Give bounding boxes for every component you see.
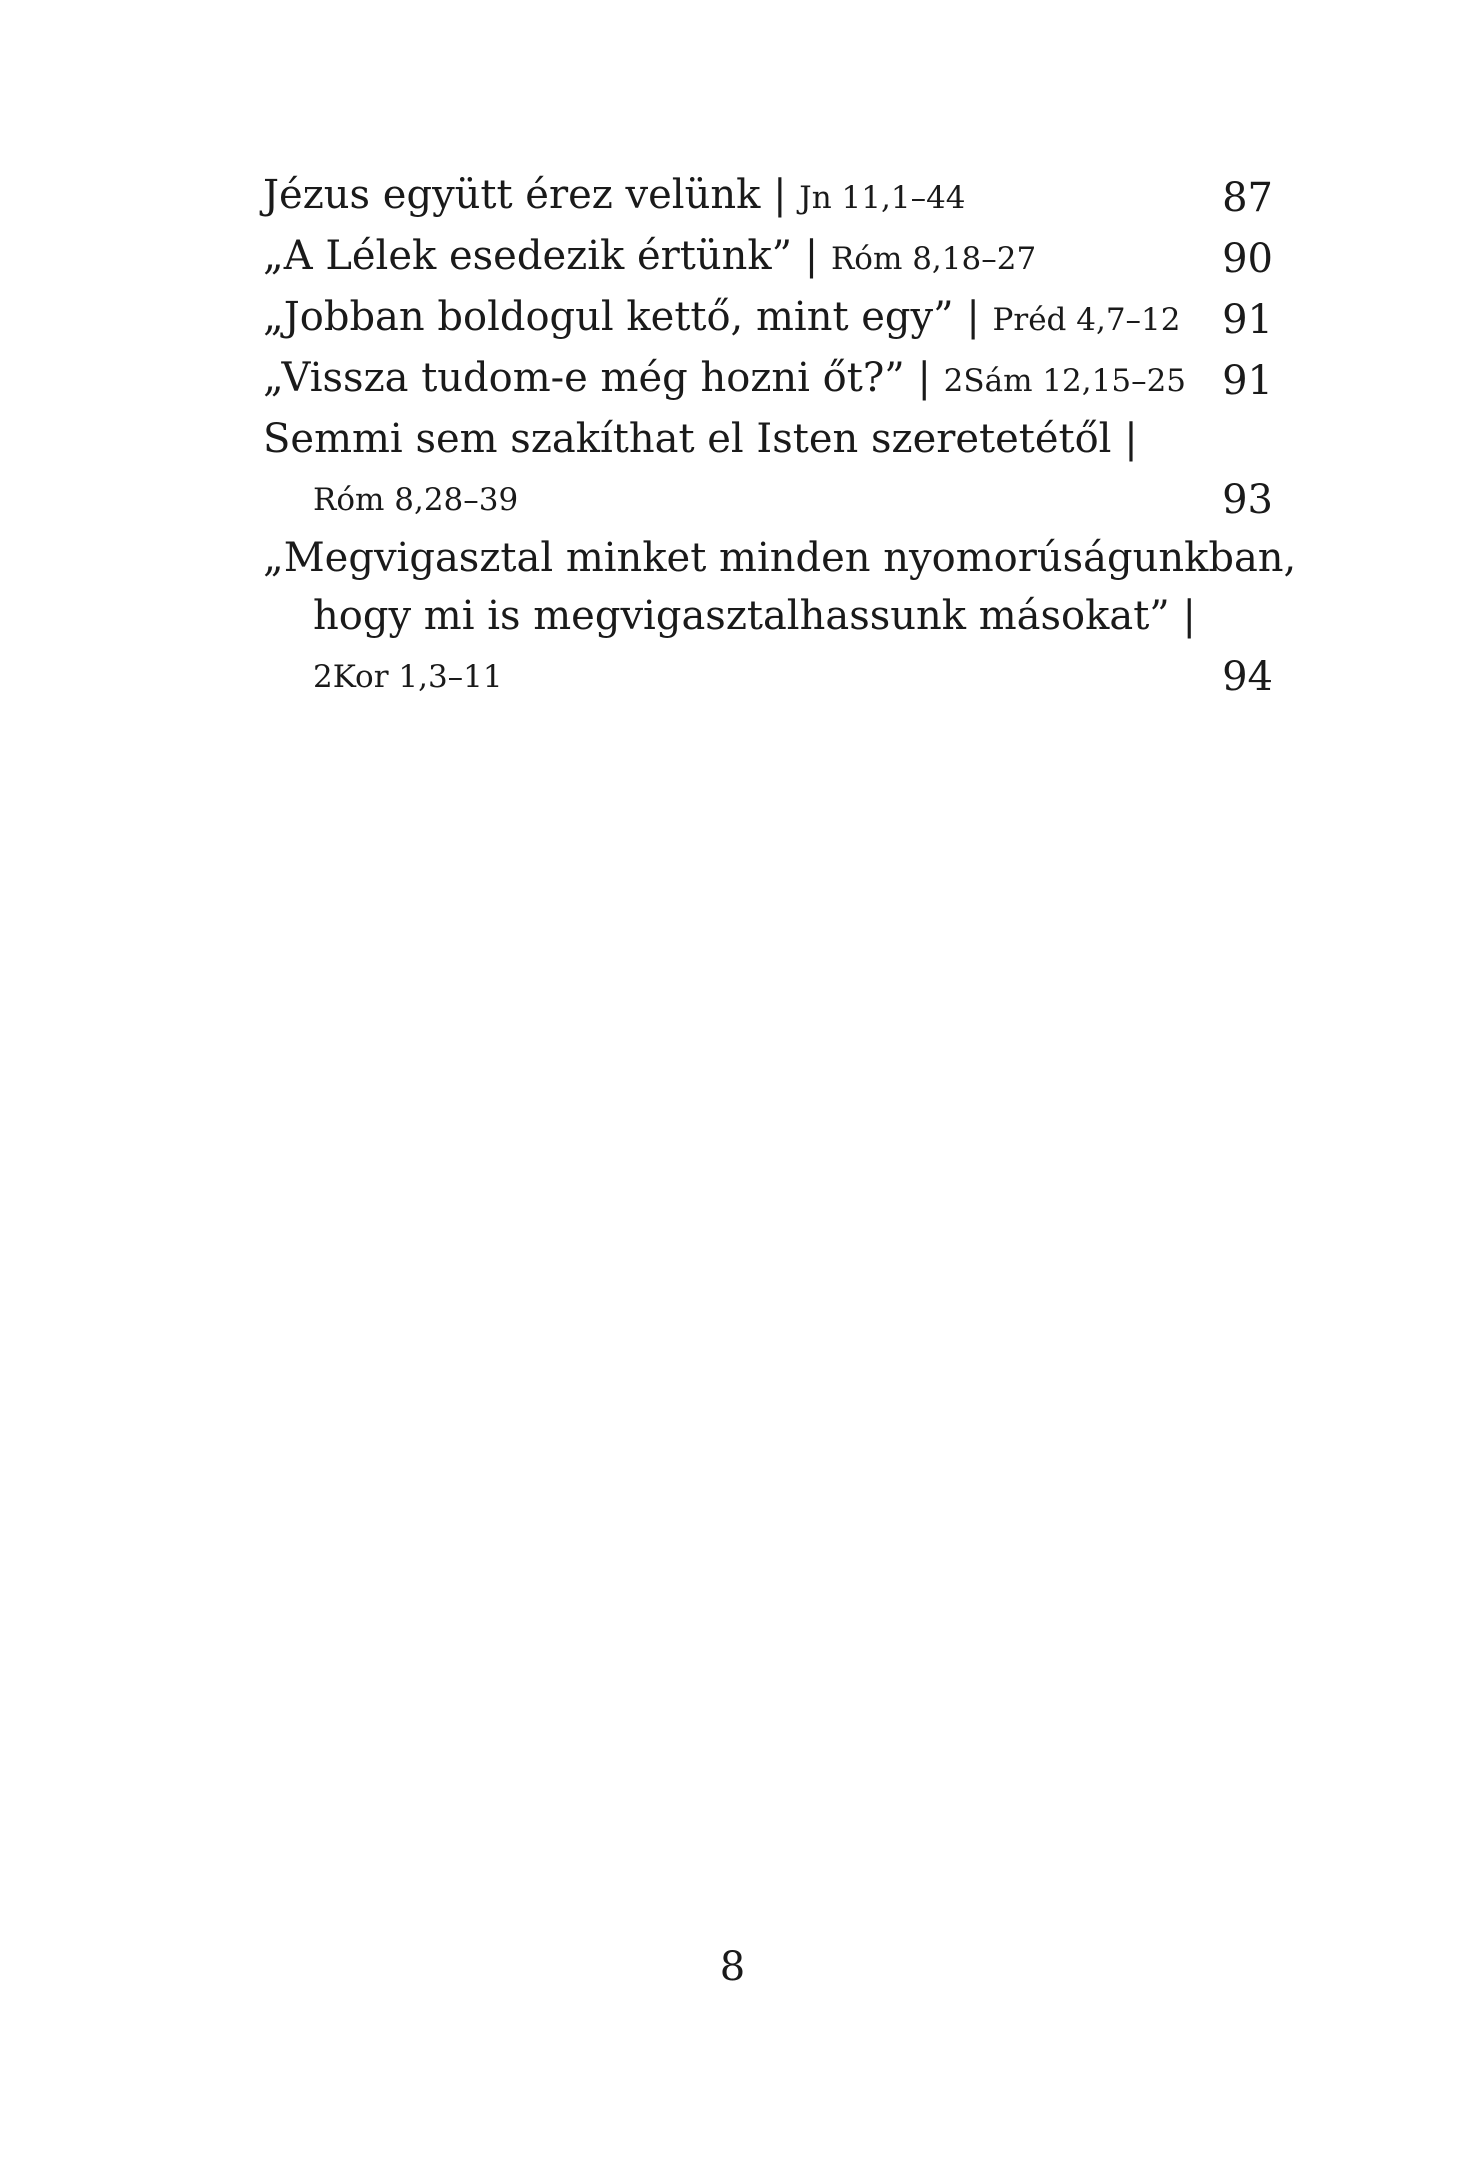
- toc-entry: [263, 166, 1273, 227]
- page-ref: 94: [1222, 654, 1273, 700]
- entry-title: Jézus együtt érez velünk: [263, 172, 761, 218]
- bible-reference: Préd 4,7–12: [992, 302, 1181, 338]
- toc-entry-continuation: [263, 645, 1273, 706]
- bible-reference: Jn 11,1–44: [799, 180, 966, 216]
- separator: |: [804, 233, 819, 279]
- toc-entry-line: [263, 410, 1273, 468]
- separator: |: [917, 355, 931, 401]
- entry-title: „Vissza tudom-e még hozni őt?”: [263, 355, 905, 401]
- entry-title: Semmi sem szakíthat el Isten szeretetétől: [263, 416, 1112, 462]
- separator: |: [1182, 593, 1196, 639]
- toc-entry-line: [263, 529, 1297, 587]
- separator: |: [773, 172, 787, 218]
- toc-entry: [263, 288, 1273, 349]
- separator: |: [966, 294, 980, 340]
- table-of-contents: [263, 166, 1297, 706]
- page-ref: 91: [1222, 358, 1273, 404]
- bible-reference: Róm 8,28–39: [313, 482, 519, 518]
- page-ref: 91: [1222, 297, 1273, 343]
- separator: |: [1124, 416, 1138, 462]
- toc-entry: [263, 227, 1273, 288]
- entry-title: „A Lélek esedezik értünk”: [263, 233, 793, 279]
- page-number: 8: [719, 1944, 746, 1990]
- entry-title: „Jobban boldogul kettő, mint egy”: [263, 294, 954, 340]
- toc-entry-continuation: [263, 587, 1273, 645]
- bible-reference: Róm 8,18–27: [830, 241, 1037, 277]
- bible-reference: 2Kor 1,3–11: [313, 659, 503, 695]
- page-ref: 90: [1222, 236, 1273, 282]
- page-ref: 93: [1222, 477, 1273, 523]
- bible-reference: 2Sám 12,15–25: [943, 363, 1187, 399]
- entry-title: „Megvigasztal minket minden nyomorúságunkban,: [263, 535, 1297, 581]
- page-ref: 87: [1222, 175, 1273, 221]
- toc-entry-continuation: [263, 468, 1273, 529]
- toc-entry: [263, 349, 1273, 410]
- entry-title-continued: hogy mi is megvigasztalhassunk másokat”: [313, 593, 1170, 639]
